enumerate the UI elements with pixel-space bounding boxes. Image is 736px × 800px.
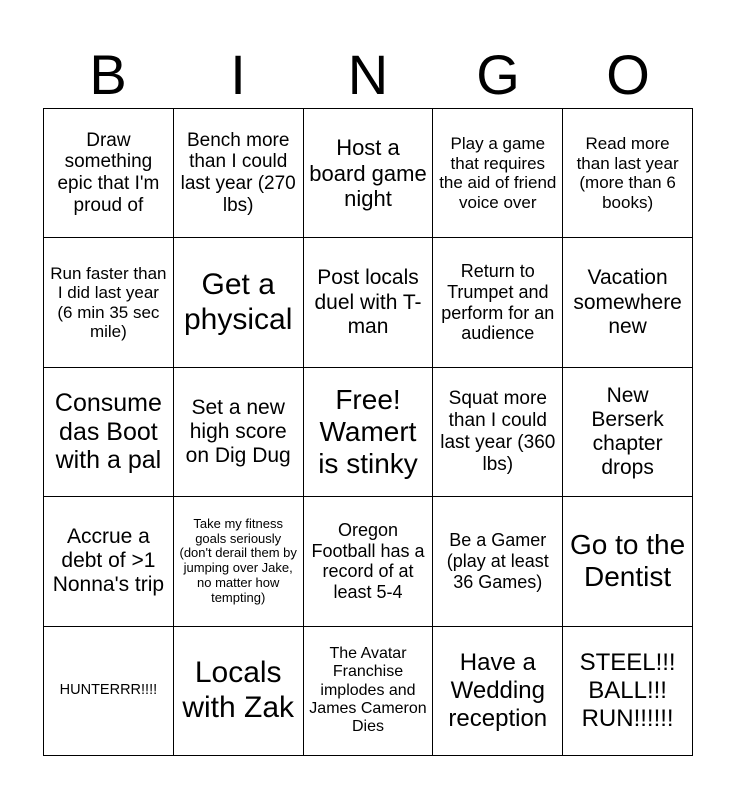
header-letter-o: O [606, 43, 650, 106]
bingo-cell[interactable]: Free! Wamert is stinky [304, 368, 434, 497]
bingo-cell[interactable]: HUNTERRR!!!! [44, 627, 174, 756]
bingo-cell[interactable]: New Berserk chapter drops [563, 368, 693, 497]
bingo-cell[interactable]: Take my fitness goals seriously (don't derail them by jumping over Jake, no matter how tempting) [174, 497, 304, 626]
bingo-cell[interactable]: Squat more than I could last year (360 lbs) [433, 368, 563, 497]
bingo-header [43, 42, 693, 108]
bingo-cell[interactable]: Get a physical [174, 238, 304, 367]
header-letter-b: B [89, 43, 127, 106]
header-letter-n: N [347, 43, 389, 106]
bingo-cell[interactable]: Accrue a debt of >1 Nonna's trip [44, 497, 174, 626]
bingo-cell[interactable]: Host a board game night [304, 109, 434, 238]
bingo-cell[interactable]: Post locals duel with T-man [304, 238, 434, 367]
bingo-cell[interactable]: Be a Gamer (play at least 36 Games) [433, 497, 563, 626]
bingo-cell[interactable]: Oregon Football has a record of at least 5-4 [304, 497, 434, 626]
bingo-cell[interactable]: Return to Trumpet and perform for an audience [433, 238, 563, 367]
bingo-cell[interactable]: Run faster than I did last year (6 min 35 sec mile) [44, 238, 174, 367]
bingo-cell[interactable]: Go to the Dentist [563, 497, 693, 626]
bingo-cell[interactable]: Locals with Zak [174, 627, 304, 756]
bingo-cell[interactable]: The Avatar Franchise implodes and James Cameron Dies [304, 627, 434, 756]
bingo-cell[interactable]: Consume das Boot with a pal [44, 368, 174, 497]
header-letter-g: G [476, 43, 520, 106]
header-letter-i: I [230, 43, 246, 106]
bingo-cell[interactable]: Bench more than I could last year (270 lbs) [174, 109, 304, 238]
bingo-cell[interactable]: STEEL!!! BALL!!! RUN!!!!!! [563, 627, 693, 756]
bingo-cell[interactable]: Play a game that requires the aid of friend voice over [433, 109, 563, 238]
bingo-cell[interactable]: Read more than last year (more than 6 books) [563, 109, 693, 238]
bingo-grid [43, 108, 693, 756]
bingo-cell[interactable]: Have a Wedding reception [433, 627, 563, 756]
bingo-cell[interactable]: Vacation somewhere new [563, 238, 693, 367]
bingo-cell[interactable]: Draw something epic that I'm proud of [44, 109, 174, 238]
bingo-cell[interactable]: Set a new high score on Dig Dug [174, 368, 304, 497]
